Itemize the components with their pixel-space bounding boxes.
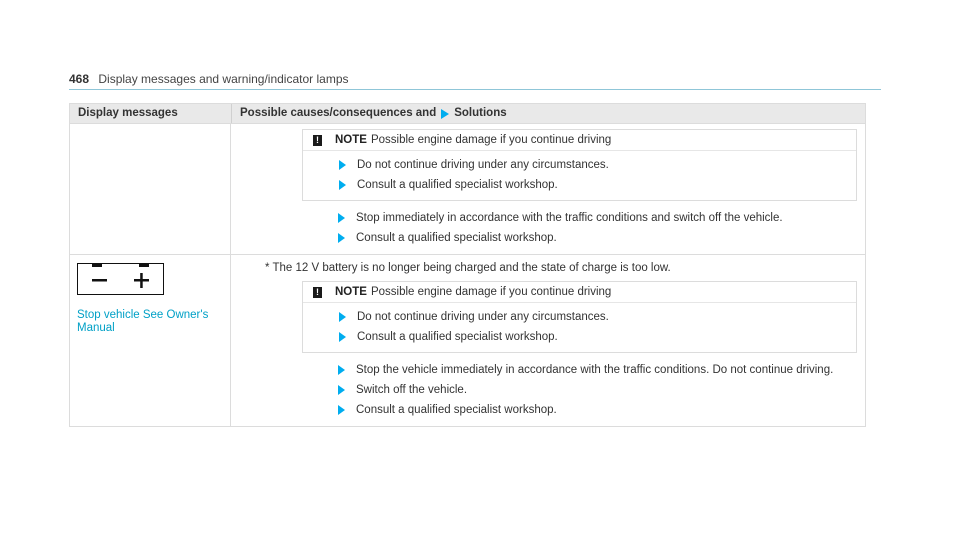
messages-table [69, 103, 866, 427]
arrow-icon [338, 365, 345, 375]
list-item-text: Switch off the vehicle. [356, 384, 468, 396]
table-header [70, 104, 865, 124]
note-label: NOTE [335, 134, 367, 146]
list-item-text: Stop immediately in accordance with the traffic conditions and switch off the vehicle. [356, 212, 783, 224]
display-message-text: Stop vehicle See Owner's Manual [77, 309, 209, 334]
list-item [339, 175, 856, 195]
arrow-icon [339, 180, 346, 190]
note-text: Possible engine damage if you continue driving [370, 286, 612, 298]
arrow-icon [338, 213, 345, 223]
solution-steps [241, 201, 857, 248]
battery-icon [77, 263, 164, 295]
arrow-icon [339, 332, 346, 342]
header-solutions: Solutions [454, 107, 507, 119]
list-item-text: Consult a qualified specialist workshop. [356, 232, 557, 244]
arrow-icon [339, 160, 346, 170]
list-item [338, 228, 857, 248]
table-row [70, 255, 865, 427]
solution-steps [241, 353, 857, 420]
warning-exclamation-icon: ! [313, 135, 322, 146]
list-item [338, 380, 857, 400]
footnote: * The 12 V battery is no longer being charged and the state of charge is too low. [265, 262, 671, 274]
page-header [69, 71, 881, 90]
header-causes-solutions [232, 104, 865, 123]
note-text: Possible engine damage if you continue driving [370, 134, 612, 146]
display-message-cell [70, 124, 231, 254]
display-message-cell [70, 255, 231, 426]
list-item [339, 155, 856, 175]
arrow-icon [338, 405, 345, 415]
arrow-icon [338, 385, 345, 395]
note-header [303, 282, 856, 303]
header-display-messages: Display messages [70, 104, 232, 123]
table-row [70, 124, 865, 255]
note-items [303, 303, 856, 352]
list-item-text: Stop the vehicle immediately in accordance with the traffic conditions. Do not continue driving. [356, 364, 834, 376]
note-box [302, 281, 857, 353]
solutions-cell [231, 124, 865, 254]
page-title: Display messages and warning/indicator lamps [98, 72, 349, 86]
note-label: NOTE [335, 286, 367, 298]
note-header [303, 130, 856, 151]
page-number: 468 [69, 72, 90, 86]
list-item [339, 307, 856, 327]
arrow-icon [339, 312, 346, 322]
note-items [303, 151, 856, 200]
list-item-text: Do not continue driving under any circumstances. [357, 311, 609, 323]
list-item [338, 400, 857, 420]
list-item [338, 208, 857, 228]
arrow-icon [338, 233, 345, 243]
list-item-text: Do not continue driving under any circumstances. [357, 159, 609, 171]
list-item [339, 327, 856, 347]
list-item-text: Consult a qualified specialist workshop. [357, 179, 558, 191]
solutions-arrow-icon [441, 109, 449, 119]
note-box [302, 129, 857, 201]
list-item-text: Consult a qualified specialist workshop. [356, 404, 557, 416]
list-item-text: Consult a qualified specialist workshop. [357, 331, 558, 343]
list-item [338, 360, 857, 380]
warning-exclamation-icon: ! [313, 287, 322, 298]
header-causes: Possible causes/consequences and [240, 107, 437, 119]
solutions-cell [231, 255, 865, 426]
